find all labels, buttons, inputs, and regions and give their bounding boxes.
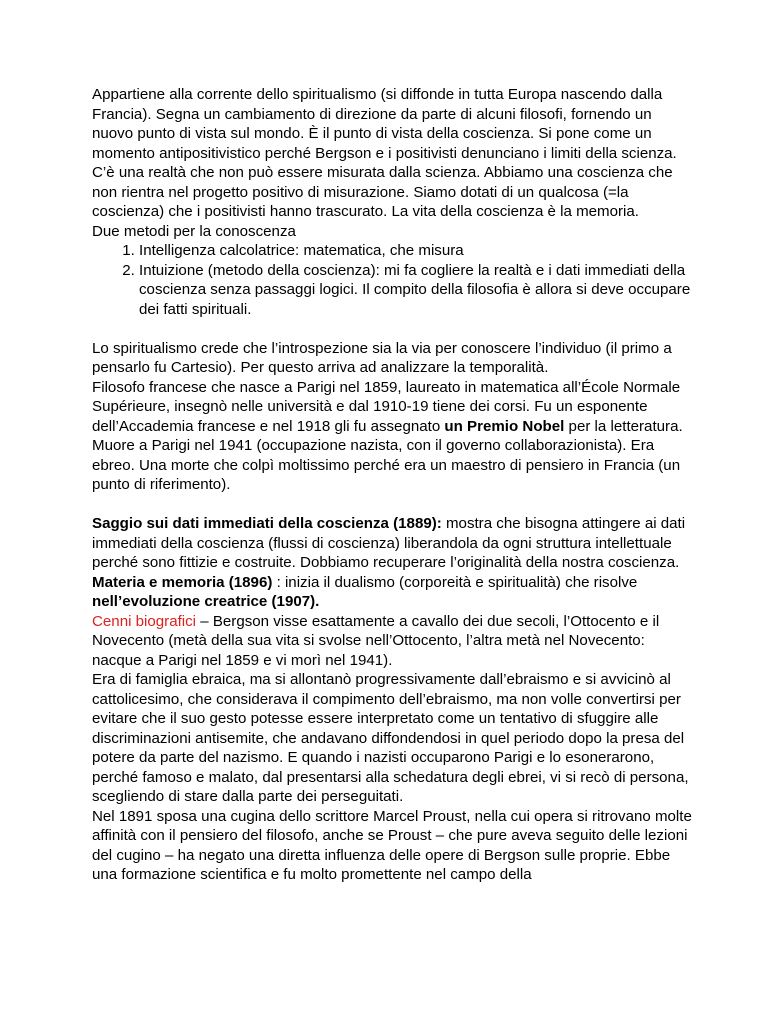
biography-marriage-paragraph: Nel 1891 sposa una cugina dello scrittore Marcel Proust, nella cui opera si ritrovano molte affinità con il pensiero del filosofo, anche se Proust – che pure aveva seguito delle lezioni del cugino – ha negato una diretta influenza delle opere di Bergson sulle proprie. Ebbe una formazione scientifica e fu molto promettente nel campo della: [92, 807, 692, 883]
paragraph-gap: [92, 495, 692, 515]
method-item-intuizione: 2. Intuizione (metodo della coscienza): mi fa cogliere la realtà e i dati immediati della coscienza senza passaggi logici. Il compito della filosofia è allora si deve occupare dei fatti spirituali.: [139, 261, 692, 320]
evoluzione-title: nell’evoluzione creatrice (1907).: [92, 593, 320, 610]
methods-heading: Due metodi per la conoscenza: [92, 222, 296, 240]
materia-title: Materia e memoria (1896): [92, 573, 273, 591]
document-page: [92, 85, 692, 885]
intro-paragraph: Appartiene alla corrente dello spiritualismo (si diffonde in tutta Europa nascendo dalla Francia). Segna un cambiamento di direzione da parte di alcuni filosofi, fornendo un nuovo punto di vista sul mondo. È il punto di vista della coscienza. Si pone come un momento antipositivistico perché Bergson e i positivisti denunciano i limiti della scienza. C’è una realtà che non può essere misurata dalla scienza. Abbiamo una coscienza che non rientra nel progetto positivo di misurazione. Siamo dotati di un qualcosa (=la coscienza) che i positivisti hanno trascurato. La vita della coscienza è la memoria.: [92, 86, 677, 220]
saggio-text: mostra che bisogna attingere ai dati immediati della coscienza (flussi di coscienza) liberandola da ogni struttura intellettuale perché sono fittizie e costruite. Dobbiamo recuperare l’originalità della nostra coscienza.: [92, 515, 686, 571]
bio-short-text: Filosofo francese che nasce a Parigi nel 1859, laureato in matematica all’École Normale Supérieure, insegnò nelle università e dal 1910-19 tiene dei corsi. Fu un esponente dell’Accademia francese e nel 1918 gli fu assegnato: [92, 378, 681, 435]
method-item-intelligenza: 1. Intelligenza calcolatrice: matematica, che misura: [139, 241, 692, 261]
biography-intro-text: – Bergson visse esattamente a cavallo dei due secoli, l’Ottocento e il Novecento (metà della sua vita si svolse nell’Ottocento, l’altra metà nel Novecento: nacque a Parigi nel 1859 e vi morì nel 1941).: [92, 612, 660, 669]
saggio-title: Saggio sui dati immediati della coscienza (1889):: [92, 515, 442, 532]
paragraph-gap: [92, 319, 692, 339]
saggio-paragraph: [92, 514, 692, 573]
materia-paragraph: [92, 573, 692, 612]
bio-short-paragraph: [92, 378, 692, 495]
bio-short-text-end: per la letteratura. Muore a Parigi nel 1941 (occupazione nazista, con il governo collaborazionista). Era ebreo. Una morte che colpì moltissimo perché era un maestro di pensiero in Francia (un punto di riferimento).: [92, 417, 683, 493]
biography-intro-paragraph: [92, 612, 692, 671]
materia-text: : inizia il dualismo (corporeità e spiritualità) che risolve: [272, 573, 638, 591]
spiritualism-paragraph: Lo spiritualismo crede che l’introspezione sia la via per conoscere l’individuo (il primo a pensarlo fu Cartesio). Per questo arriva ad analizzare la temporalità.: [92, 339, 672, 376]
nobel-prize-bold: un Premio Nobel: [444, 417, 565, 435]
biography-family-paragraph: Era di famiglia ebraica, ma si allontanò progressivamente dall’ebraismo e si avvicinò al cattolicesimo, che considerava il compimento dell’ebraismo, ma non volle convertirsi per evitare che il suo gesto potesse essere interpretato come un tentativo di sfuggire alle discriminazioni antisemite, che andavano diffondendosi in quel periodo dopo la presa del potere da parte del nazismo. E quando i nazisti occuparono Parigi e lo esonerarono, perché famoso e malato, dal presentarsi alla schedatura degli ebrei, vi si recò di persona, scegliendo di stare dalla parte dei perseguitati.: [92, 671, 689, 805]
biography-label: Cenni biografici: [92, 612, 197, 630]
methods-list: [92, 241, 692, 319]
